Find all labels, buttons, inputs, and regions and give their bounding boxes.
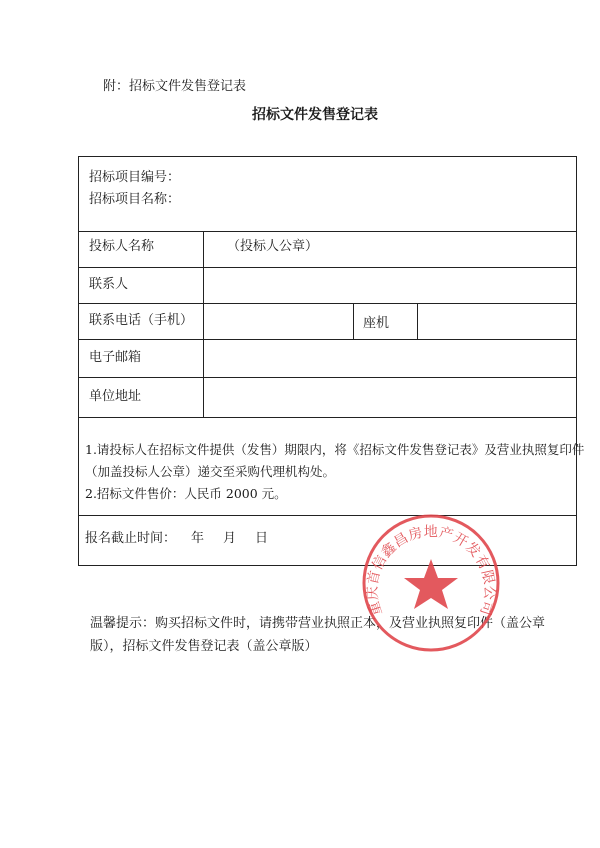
deadline-year: 年	[191, 531, 205, 546]
deadline-label: 报名截止时间：	[85, 531, 177, 546]
project-name-label: 招标项目名称：	[89, 192, 181, 207]
deadline-month: 月	[223, 531, 237, 546]
form-title: 招标文件发售登记表	[252, 107, 378, 123]
email-label: 电子邮箱	[89, 350, 142, 365]
note-line-1: 1.请投标人在招标文件提供（发售）期限内，将《招标文件发售登记表》及营业执照复印件	[85, 442, 585, 457]
bidder-name-label: 投标人名称	[89, 239, 155, 254]
note-line-3: 2.招标文件售价：人民币 2000 元。	[85, 486, 287, 501]
email-value-cell[interactable]	[205, 341, 575, 376]
bidder-seal-hint: （投标人公章）	[227, 239, 319, 254]
attachment-caption: 附：招标文件发售登记表	[103, 79, 247, 94]
contact-label: 联系人	[89, 277, 129, 292]
project-number-label: 招标项目编号：	[89, 170, 181, 185]
company-seal	[360, 512, 502, 654]
address-value-cell[interactable]	[205, 379, 575, 416]
seal-text: 重庆首信鑫昌房地产开发有限公司	[364, 524, 498, 618]
landline-label: 座机	[363, 316, 390, 331]
note-line-2: （加盖投标人公章）递交至采购代理机构处。	[85, 464, 336, 479]
phone-mobile-label: 联系电话（手机）	[89, 313, 194, 328]
phone-mobile-value-cell[interactable]	[205, 305, 351, 338]
deadline-day: 日	[255, 531, 269, 546]
reminder-line-2: 版），招标文件发售登记表（盖公章版）	[90, 639, 318, 654]
landline-value-cell[interactable]	[419, 305, 575, 338]
address-label: 单位地址	[89, 389, 142, 404]
registration-form	[78, 156, 585, 566]
seal-star-icon	[404, 559, 458, 609]
reminder-line-1: 温馨提示：购买招标文件时，请携带营业执照正本，及营业执照复印件（盖公章	[90, 616, 546, 631]
contact-value-cell[interactable]	[205, 269, 575, 302]
